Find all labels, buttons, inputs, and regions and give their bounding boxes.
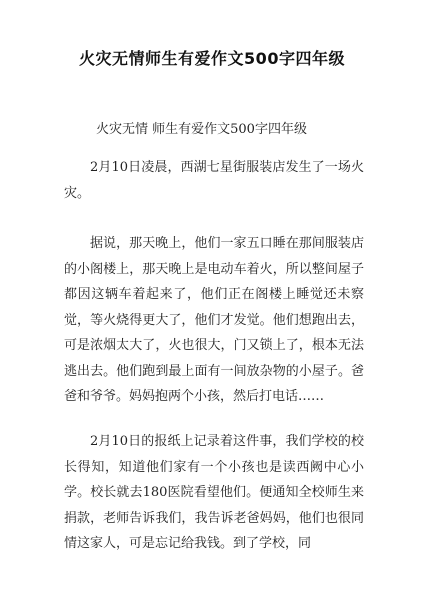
paragraph-1: 2月10日凌晨，西湖七星街服装店发生了一场火灾。	[64, 160, 364, 201]
paragraph-3: 2月10日的报纸上记录着这件事，我们学校的校长得知，知道他们家有一个小孩也是读西阙中心小学。校长就去180医院看望他们。便通知全校师生来捐款，老师告诉我们，我告诉老爸妈妈，他们也很同情这家人，可是忘记给我钱。到了学校，同	[64, 434, 364, 551]
document-title: 火灾无情师生有爱作文500字四年级	[79, 49, 345, 68]
document-subtitle: 火灾无情 师生有爱作文500字四年级	[96, 122, 307, 137]
paragraph-2: 据说，那天晚上，他们一家五口睡在那间服装店的小阁楼上，那天晚上是电动车着火，所以整间屋子都因这辆车着起来了，他们正在阁楼上睡觉还未察觉，等火烧得更大了，他们才发觉。他们想跑出去，可是浓烟太大了，火也很大，门又锁上了，根本无法逃出去。他们跑到最上面有一间放杂物的小屋子。爸爸和爷爷。妈妈抱两个小孩，然后打电话……	[64, 236, 364, 404]
